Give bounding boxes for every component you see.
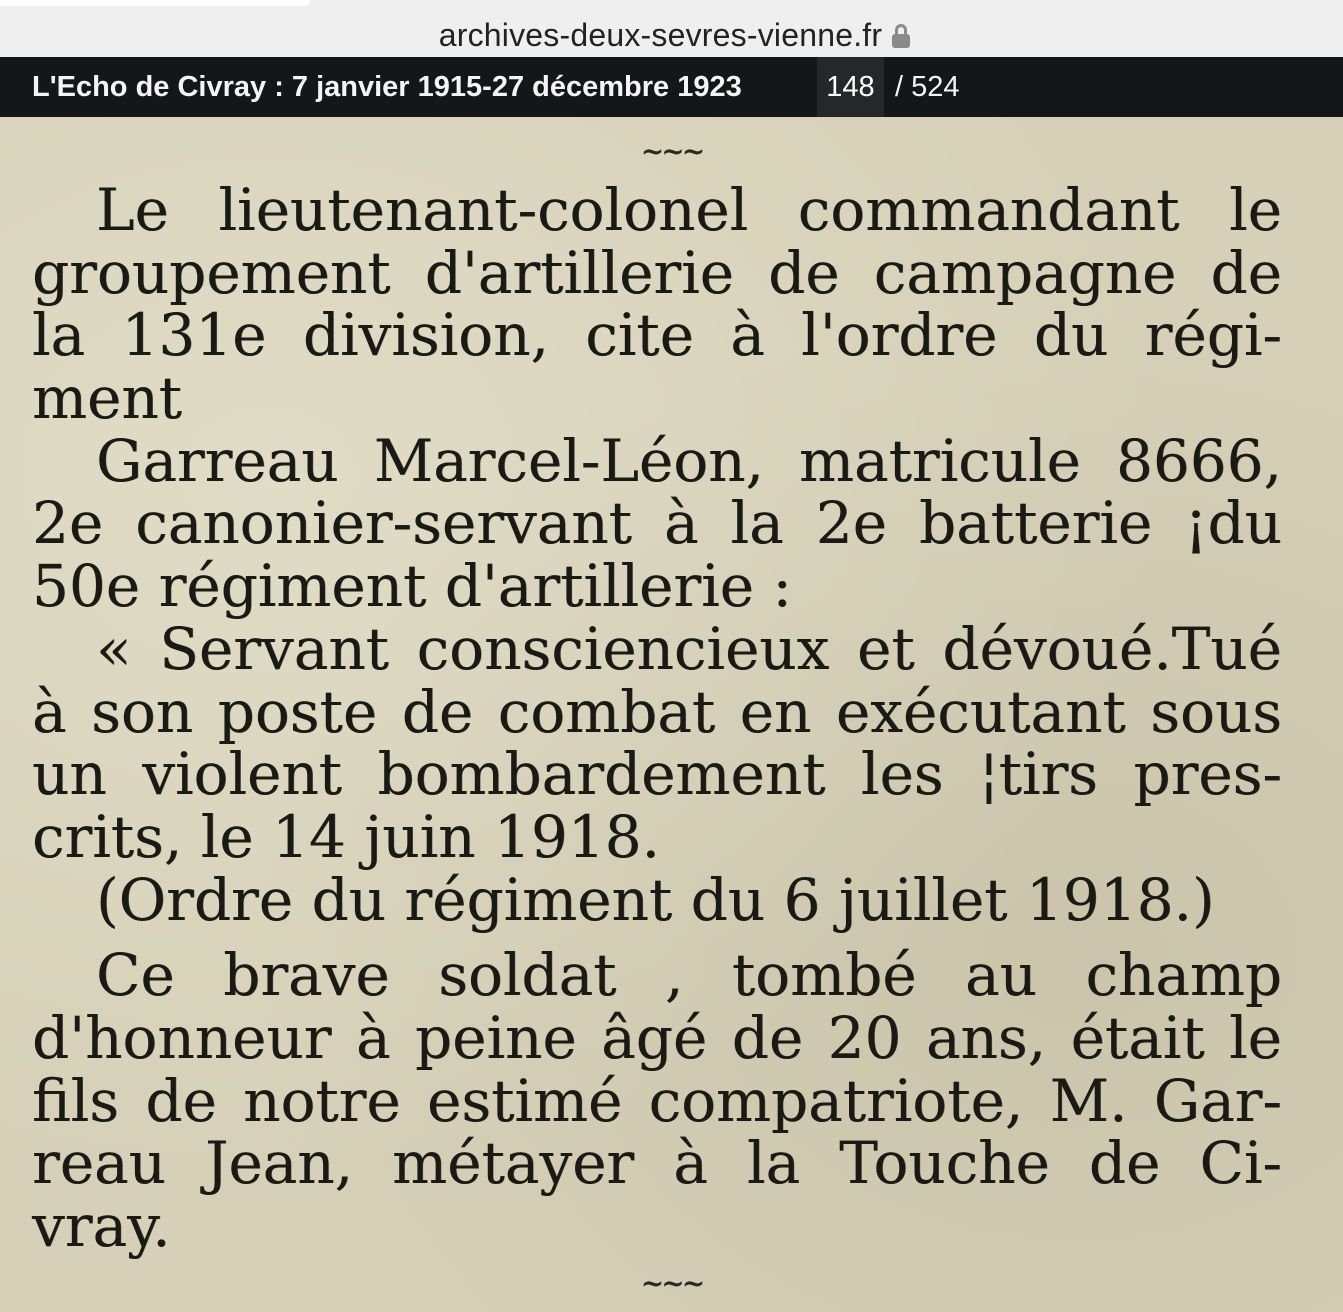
article-line: 2e canonier-servant à la 2e batterie ¡du <box>32 489 1282 558</box>
article-line: groupement d'artillerie de campagne de <box>32 238 1282 307</box>
tab-edge <box>0 0 310 6</box>
scanned-page-image <box>0 117 1343 1312</box>
page-number-input[interactable] <box>817 57 884 117</box>
article-line: à son poste de combat en exécutant sous <box>32 677 1282 746</box>
article-line: vray. <box>32 1192 171 1260</box>
lock-icon[interactable] <box>892 24 910 48</box>
article-line: Garreau Marcel-Léon, matricule 8666, <box>96 426 1282 495</box>
ornament-top: ~~~ <box>640 135 703 168</box>
article-line: fils de notre estimé compatriote, M. Gar- <box>32 1066 1282 1135</box>
article-line: 50e régiment d'artillerie : <box>32 552 792 621</box>
page-total: / 524 <box>895 71 960 103</box>
article-line: la 131e division, cite à l'ordre du régi- <box>32 301 1282 370</box>
article-line: crits, le 14 juin 1918. <box>32 802 660 871</box>
article-line: d'honneur à peine âgé de 20 ans, était le <box>32 1003 1282 1072</box>
url-text[interactable]: archives-deux-sevres-vienne.fr <box>438 17 883 53</box>
browser-address-bar[interactable] <box>0 0 1343 58</box>
article-line: Ce brave soldat , tombé au champ <box>96 941 1282 1010</box>
article-line: « Servant consciencieux et dévoué.Tué <box>96 614 1282 683</box>
article-line: ment <box>32 364 182 433</box>
article-line: (Ordre du régiment du 6 juillet 1918.) <box>96 865 1215 934</box>
ornament-bottom: ~~~ <box>640 1267 703 1300</box>
document-viewer-toolbar <box>0 57 1343 117</box>
document-title: L'Echo de Civray : 7 janvier 1915-27 décembre 1923 <box>32 71 742 103</box>
article-line: reau Jean, métayer à la Touche de Ci- <box>32 1129 1282 1198</box>
article-text <box>32 176 1282 1260</box>
article-line: Le lieutenant-colonel commandant le <box>96 176 1282 244</box>
article-line: un violent bombardement les ¦tirs pres- <box>32 740 1282 809</box>
